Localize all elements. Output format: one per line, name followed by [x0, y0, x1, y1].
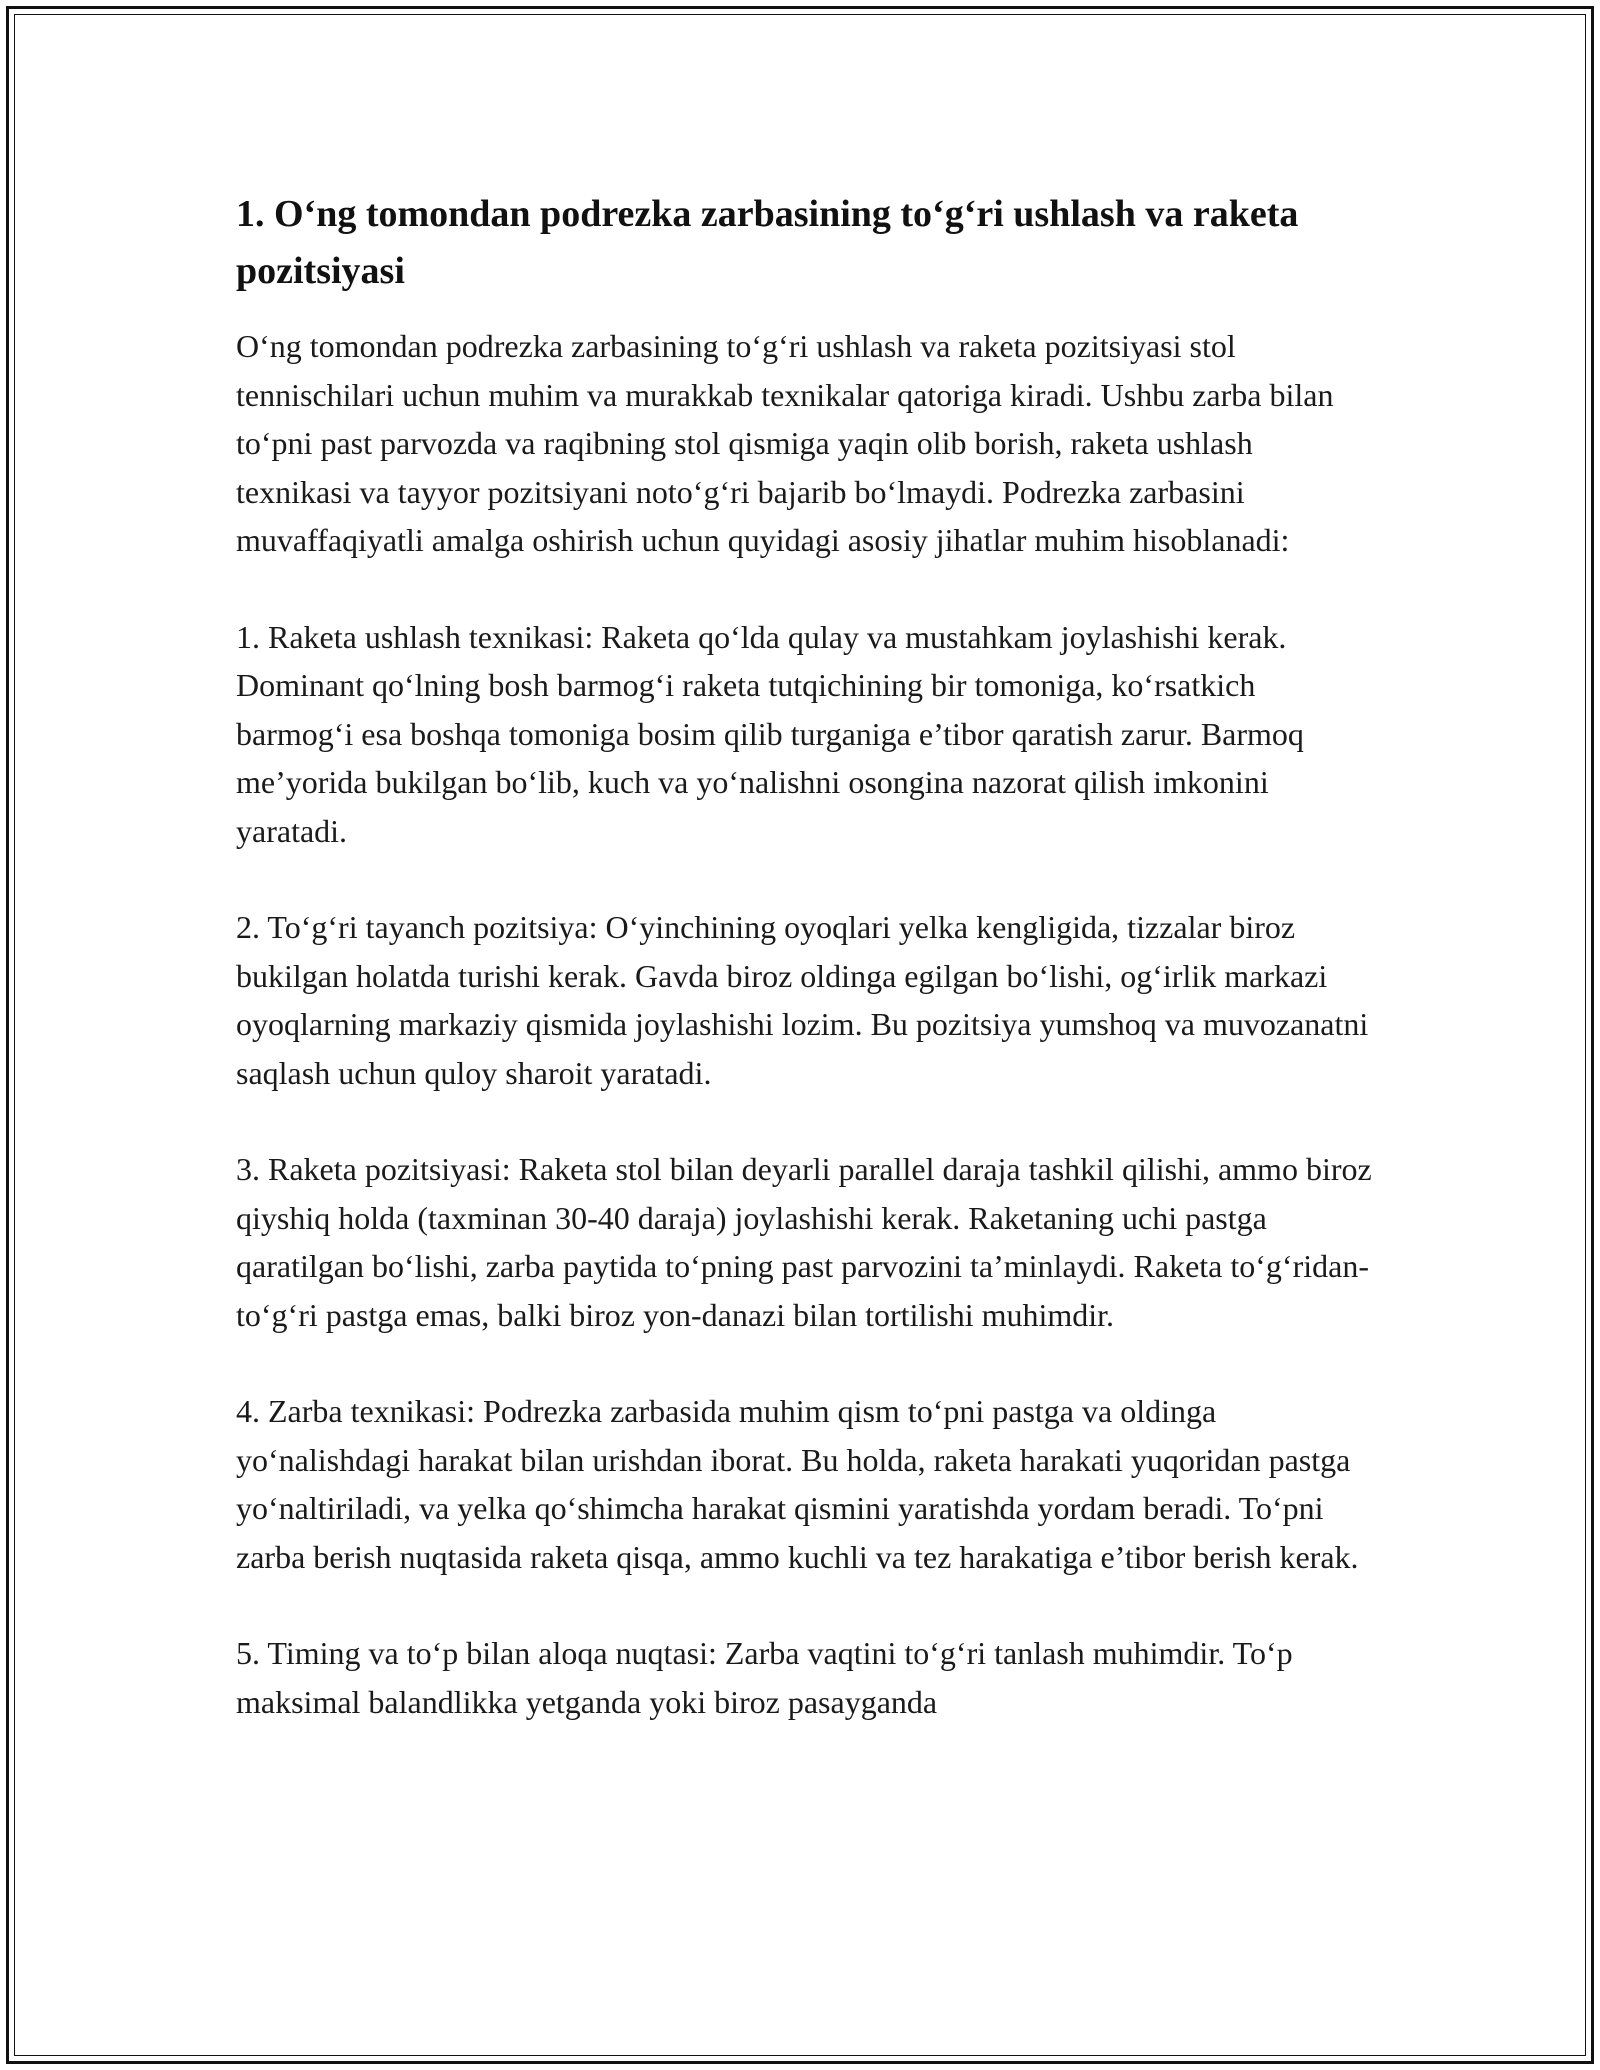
paragraph-stance: 2. To‘g‘ri tayanch pozitsiya: O‘yinchining oyoqlari yelka kengligida, tizzalar biroz bukilgan holatda turishi kerak. Gavda biroz oldinga egilgan bo‘lishi, og‘irlik markazi oyoqlarning markaziy qismida joylashishi lozim. Bu pozitsiya yumshoq va muvozanatni saqlash uchun quloy sharoit yaratadi. — [236, 909, 1369, 1091]
paragraph-racket-grip: 1. Raketa ushlash texnikasi: Raketa qo‘lda qulay va mustahkam joylashishi kerak. Dominant qo‘lning bosh barmog‘i raketa tutqichining bir tomoniga, ko‘rsatkich barmog‘i esa boshqa tomoniga bosim qilib turganiga e’tibor qaratish zarur. Barmoq me’yorida bukilgan bo‘lib, kuch va yo‘nalishni osongina nazorat qilish imkonini yaratadi. — [236, 618, 1304, 849]
paragraph-racket-position: 3. Raketa pozitsiyasi: Raketa stol bilan deyarli parallel daraja tashkil qilishi, ammo biroz qiyshiq holda (taxminan 30-40 daraja) joylashishi kerak. Raketaning uchi pastga qaratilgan bo‘lishi, zarba paytida to‘pning past parvozini ta’minlaydi. Raketa to‘g‘ridan-to‘g‘ri pastga emas, balki biroz yon-danazi bilan tortilishi muhimdir. — [236, 1151, 1372, 1333]
section-heading: 1. O‘ng tomondan podrezka zarbasining to‘g‘ri ushlash va raketa pozitsiyasi — [236, 193, 1299, 292]
paragraph-timing: 5. Timing va to‘p bilan aloqa nuqtasi: Zarba vaqtini to‘g‘ri tanlash muhimdir. To‘p maksimal balandlikka yetganda yoki biroz pasayganda — [236, 1635, 1293, 1720]
document-body — [236, 186, 1376, 1774]
intro-paragraph: O‘ng tomondan podrezka zarbasining to‘g‘ri ushlash va raketa pozitsiyasi stol tennischilari uchun muhim va murakkab texnikalar qatoriga kiradi. Ushbu zarba bilan to‘pni past parvozda va raqibning stol qismiga yaqin olib borish, raketa ushlash texnikasi va tayyor pozitsiyani noto‘g‘ri bajarib bo‘lmaydi. Podrezka zarbasini muvaffaqiyatli amalga oshirish uchun quyidagi asosiy jihatlar muhim hisoblanadi: — [236, 328, 1334, 558]
paragraph-stroke-technique: 4. Zarba texnikasi: Podrezka zarbasida muhim qism to‘pni pastga va oldinga yo‘nalishdagi harakat bilan urishdan iborat. Bu holda, raketa harakati yuqoridan pastga yo‘naltiriladi, va yelka qo‘shimcha harakat qismini yaratishda yordam beradi. To‘pni zarba berish nuqtasida raketa qisqa, ammo kuchli va tez harakatiga e’tibor berish kerak. — [236, 1393, 1359, 1575]
